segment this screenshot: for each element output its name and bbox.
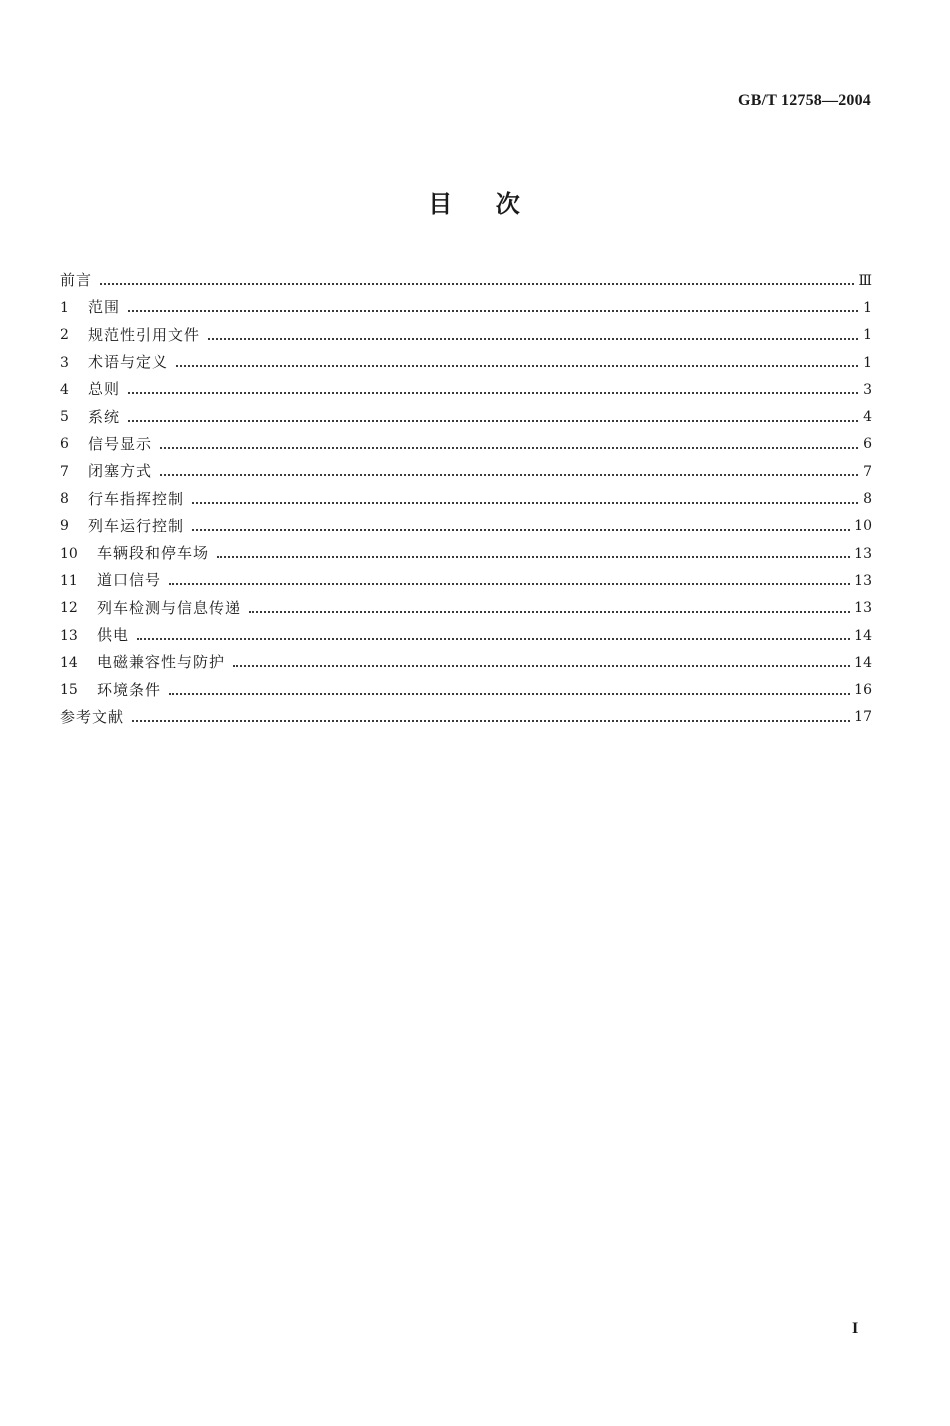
toc-leader-dots: [169, 683, 850, 698]
toc-entry-2[interactable]: [60, 322, 872, 349]
toc-entry-label: 范围: [88, 298, 121, 317]
toc-entry-number: 8: [60, 491, 69, 508]
toc-entry-number: 14: [60, 654, 78, 671]
page-title: 目 次: [428, 190, 522, 218]
toc-entry-number: 13: [60, 627, 78, 644]
toc-leader-dots: [128, 300, 858, 315]
toc-leader-dots: [176, 355, 858, 370]
toc-entry-6[interactable]: [60, 431, 872, 458]
toc-entry-page: 6: [863, 436, 872, 453]
toc-entry-page: 17: [854, 709, 872, 726]
toc-entry-11[interactable]: [60, 567, 872, 594]
toc-entry-page: Ⅲ: [858, 272, 872, 289]
toc-entry-page: 14: [854, 627, 872, 644]
toc-leader-dots: [169, 573, 850, 588]
toc-entry-15[interactable]: [60, 676, 872, 703]
toc-entry-page: 13: [854, 545, 872, 562]
toc-entry-label: 总则: [88, 380, 121, 399]
toc-entry-3[interactable]: [60, 349, 872, 376]
toc-leader-dots: [137, 628, 850, 643]
toc-leader-dots: [160, 464, 858, 479]
toc-entry-label: 规范性引用文件: [88, 325, 201, 344]
toc-entry-1[interactable]: [60, 294, 872, 321]
toc-entry-number: 12: [60, 600, 78, 617]
toc-entry-9[interactable]: [60, 513, 872, 540]
toc-entry-page: 1: [863, 299, 872, 316]
toc-leader-dots: [249, 601, 850, 616]
toc-entry-page: 4: [863, 409, 872, 426]
toc-entry-13[interactable]: [60, 622, 872, 649]
page-number: I: [852, 1320, 859, 1337]
toc-leader-dots: [128, 382, 858, 397]
toc-leader-dots: [192, 492, 858, 507]
toc-entry-5[interactable]: [60, 403, 872, 430]
toc-entry-12[interactable]: [60, 595, 872, 622]
toc-entry-number: 2: [60, 327, 69, 344]
toc-entry-label: 列车检测与信息传递: [97, 598, 242, 617]
toc-entry-number: 1: [60, 299, 69, 316]
toc-leader-dots: [132, 710, 850, 725]
toc-leader-dots: [128, 410, 858, 425]
toc-leader-dots: [233, 655, 850, 670]
toc-entry-page: 8: [863, 491, 872, 508]
toc-leader-dots: [192, 519, 850, 534]
toc-entry-label: 系统: [88, 407, 121, 426]
toc-entry-page: 10: [854, 518, 872, 535]
toc-entry-label: 参考文献: [60, 707, 125, 726]
toc-leader-dots: [100, 273, 854, 288]
toc-entry-page: 13: [854, 572, 872, 589]
toc-entry-number: 4: [60, 381, 69, 398]
toc-entry-14[interactable]: [60, 649, 872, 676]
standard-code: GB/T 12758—2004: [738, 92, 871, 109]
toc-entry-label: 道口信号: [97, 571, 162, 590]
toc-entry-label: 术语与定义: [88, 353, 169, 372]
toc-leader-dots: [160, 437, 858, 452]
toc-entry-10[interactable]: [60, 540, 872, 567]
toc-entry-page: 3: [863, 381, 872, 398]
toc-entry-8[interactable]: [60, 485, 872, 512]
toc-entry-number: 9: [60, 518, 69, 535]
toc-entry-page: 16: [854, 682, 872, 699]
toc-entry-number: 7: [60, 463, 69, 480]
toc-entry-label: 环境条件: [97, 680, 162, 699]
toc-entry-label: 行车指挥控制: [88, 489, 185, 508]
toc-entry-label: 闭塞方式: [88, 462, 153, 481]
toc-leader-dots: [217, 546, 850, 561]
toc-entry-label: 信号显示: [88, 434, 153, 453]
toc-entry-page: 1: [863, 354, 872, 371]
toc-entry-number: 6: [60, 436, 69, 453]
toc-entry-page: 7: [863, 463, 872, 480]
toc-entry-label: 列车运行控制: [88, 516, 185, 535]
toc-entry-number: 3: [60, 354, 69, 371]
toc-entry-label: 前言: [60, 271, 93, 290]
toc-entry-references[interactable]: [60, 704, 872, 731]
toc-entry-label: 电磁兼容性与防护: [97, 653, 226, 672]
toc-entry-number: 5: [60, 409, 69, 426]
toc-entry-page: 1: [863, 327, 872, 344]
table-of-contents: [60, 267, 872, 731]
toc-entry-foreword[interactable]: [60, 267, 872, 294]
toc-entry-number: 11: [60, 572, 78, 589]
toc-entry-4[interactable]: [60, 376, 872, 403]
toc-entry-label: 供电: [97, 626, 130, 644]
toc-entry-page: 13: [854, 600, 872, 617]
toc-leader-dots: [208, 328, 858, 343]
toc-entry-label: 车辆段和停车场: [97, 544, 210, 563]
toc-entry-7[interactable]: [60, 458, 872, 485]
toc-entry-page: 14: [854, 654, 872, 671]
toc-entry-number: 10: [60, 545, 78, 562]
toc-entry-number: 15: [60, 682, 78, 699]
